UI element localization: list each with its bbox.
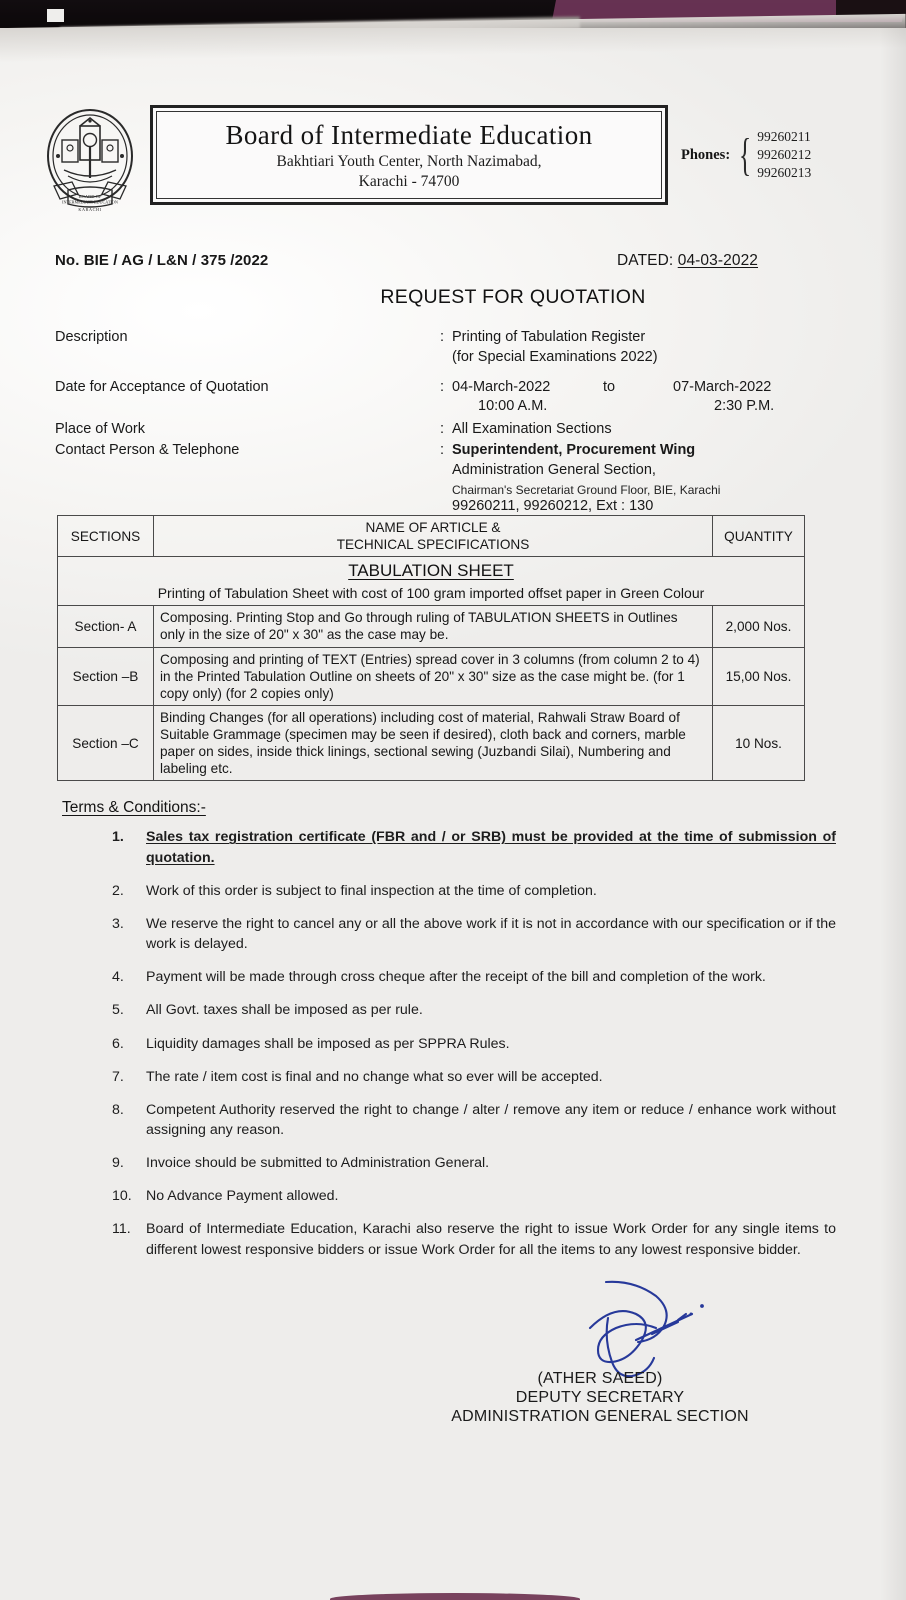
contact-value-line4: 99260211, 99260212, Ext : 130 [452, 498, 654, 514]
list-item: Liquidity damages shall be imposed as per SPPRA Rules. [146, 1035, 510, 1052]
svg-text:INTERMEDIATE EDUCATION: INTERMEDIATE EDUCATION [62, 199, 118, 205]
list-item: We reserve the right to cancel any or all the above work if it is not in accordance with our specification or if the work is delayed. [146, 915, 836, 953]
letterhead-title-box [150, 105, 668, 205]
meta-block [0, 323, 906, 514]
acceptance-to-date: 07-March-2022 [673, 379, 772, 395]
reference-number: No. BIE / AG / L&N / 375 /2022 [55, 252, 269, 269]
banner-cell [58, 557, 805, 606]
list-item: Competent Authority reserved the right to change / alter / remove any item or reduce / enhance work without assigning any reason. [146, 1101, 836, 1138]
row-section: Section –B [58, 647, 154, 705]
table-banner-row [58, 557, 805, 606]
description-colon: : [440, 329, 445, 345]
acceptance-colon: : [440, 379, 445, 395]
header-article-line1: NAME OF ARTICLE & [365, 520, 501, 535]
signature-lines [390, 1370, 810, 1426]
reference-row [0, 252, 906, 278]
phone-number-1: 99260211 [757, 129, 811, 144]
phones-label: Phones: [681, 146, 731, 163]
acceptance-from-time: 10:00 A.M. [478, 398, 548, 414]
header-article [154, 516, 713, 557]
list-item: Board of Intermediate Education, Karachi also reserve the right to issue Work Order for any single items to different lowest responsive bidders or issue Work Order for all the items to any lowest responsive bidder. [146, 1221, 836, 1258]
contact-value-line3: Chairman's Secretariat Ground Floor, BIE, Karachi [452, 483, 721, 497]
board-crest-icon [38, 104, 142, 216]
list-item: All Govt. taxes shall be imposed as per rule. [146, 1002, 423, 1019]
signatory-department: ADMINISTRATION GENERAL SECTION [451, 1407, 749, 1425]
acceptance-to-time: 2:30 P.M. [714, 398, 775, 414]
signatory-role: DEPUTY SECRETARY [515, 1388, 685, 1406]
place-of-work-label: Place of Work [55, 421, 145, 437]
acceptance-date-label: Date for Acceptance of Quotation [55, 379, 269, 395]
signatory-name: (ATHER SAEED) [537, 1369, 663, 1387]
dated-line [617, 252, 758, 270]
list-item: Work of this order is subject to final inspection at the time of completion. [146, 882, 597, 899]
list-item: Payment will be made through cross cheque after the receipt of the bill and completion of the work. [146, 969, 766, 986]
signature-area [0, 1274, 906, 1434]
paper-sheet [0, 28, 906, 1600]
backdrop-white-chip [47, 9, 64, 22]
specification-table [57, 515, 805, 781]
banner-subtitle: Printing of Tabulation Sheet with cost of 100 gram imported offset paper in Green Colour [157, 584, 705, 601]
header-sections: SECTIONS [58, 516, 154, 557]
contact-value-line2: Administration General Section, [452, 462, 656, 478]
backdrop-dark-corner [836, 0, 906, 16]
organization-address-line1: Bakhtiari Youth Center, North Nazimabad, [276, 153, 542, 171]
dated-label: DATED: [617, 252, 674, 269]
terms-heading: Terms & Conditions:- [62, 799, 206, 817]
acceptance-to-word: to [603, 379, 616, 395]
phone-numbers [757, 128, 811, 183]
dated-value: 04-03-2022 [677, 252, 759, 269]
specification-table-wrapper [57, 515, 851, 781]
place-of-work-value: All Examination Sections [452, 421, 612, 437]
table-row [58, 705, 805, 781]
contact-value-line1: Superintendent, Procurement Wing [452, 442, 696, 458]
phone-number-2: 99260212 [757, 147, 812, 163]
row-description: Composing. Printing Stop and Go through ruling of TABULATION SHEETS in Outlines only in the size of 20" x 30" as the case may be. [154, 606, 713, 647]
row-quantity: 10 Nos. [713, 705, 805, 781]
terms-heading-wrap [0, 781, 906, 817]
description-value-line2: (for Special Examinations 2022) [452, 349, 658, 365]
row-section: Section –C [58, 705, 154, 781]
terms-list [112, 827, 836, 1259]
banner-title: TABULATION SHEET [348, 561, 514, 581]
acceptance-from-date: 04-March-2022 [452, 379, 551, 395]
list-item: Invoice should be submitted to Administration General. [146, 1155, 490, 1172]
header-article-line2: TECHNICAL SPECIFICATIONS [336, 537, 530, 553]
row-quantity: 2,000 Nos. [713, 606, 805, 647]
phones-block: Phones: { 99260211 99260212 99260213 [681, 128, 811, 183]
description-label: Description [55, 329, 128, 345]
description-value-line1: Printing of Tabulation Register [452, 329, 646, 345]
svg-text:KARACHI: KARACHI [78, 207, 102, 212]
place-colon: : [440, 421, 445, 437]
list-item: No Advance Payment allowed. [146, 1188, 339, 1205]
contact-colon: : [440, 442, 445, 458]
page-title: REQUEST FOR QUOTATION [380, 286, 646, 308]
organization-name: Board of Intermediate Education [225, 119, 593, 150]
table-row [58, 647, 805, 705]
row-quantity: 15,00 Nos. [713, 647, 805, 705]
header-quantity: QUANTITY [713, 516, 805, 557]
list-item: Sales tax registration certificate (FBR and / or SRB) must be provided at the time of submission of quotation. [146, 829, 836, 866]
backdrop-bottom-accent [330, 1593, 580, 1600]
table-header-row [58, 516, 805, 557]
organization-address-line2: Karachi - 74700 [358, 173, 460, 191]
row-description: Composing and printing of TEXT (Entries) spread cover in 3 columns (from column 2 to 4) in the Printed Tabulation Outline on sheets of 20" x 30" size as the case might be. (for 1 copy only) (for 2 copies only) [154, 647, 713, 705]
letterhead [0, 100, 906, 230]
list-item: The rate / item cost is final and no change what so ever will be accepted. [146, 1068, 603, 1085]
phone-number-3: 99260213 [757, 165, 812, 181]
contact-person-label: Contact Person & Telephone [55, 442, 240, 458]
svg-text:BOARD OF: BOARD OF [78, 194, 102, 199]
row-section: Section- A [58, 606, 154, 647]
table-row [58, 606, 805, 647]
row-description: Binding Changes (for all operations) including cost of material, Rahwali Straw Board of Suitable Grammage (specimen may be seen if desired), cloth back and corners, marble paper on sides, inside thick linings, sectional sewing (Juzbandi Silai), Numbering and labeling etc. [154, 705, 713, 781]
